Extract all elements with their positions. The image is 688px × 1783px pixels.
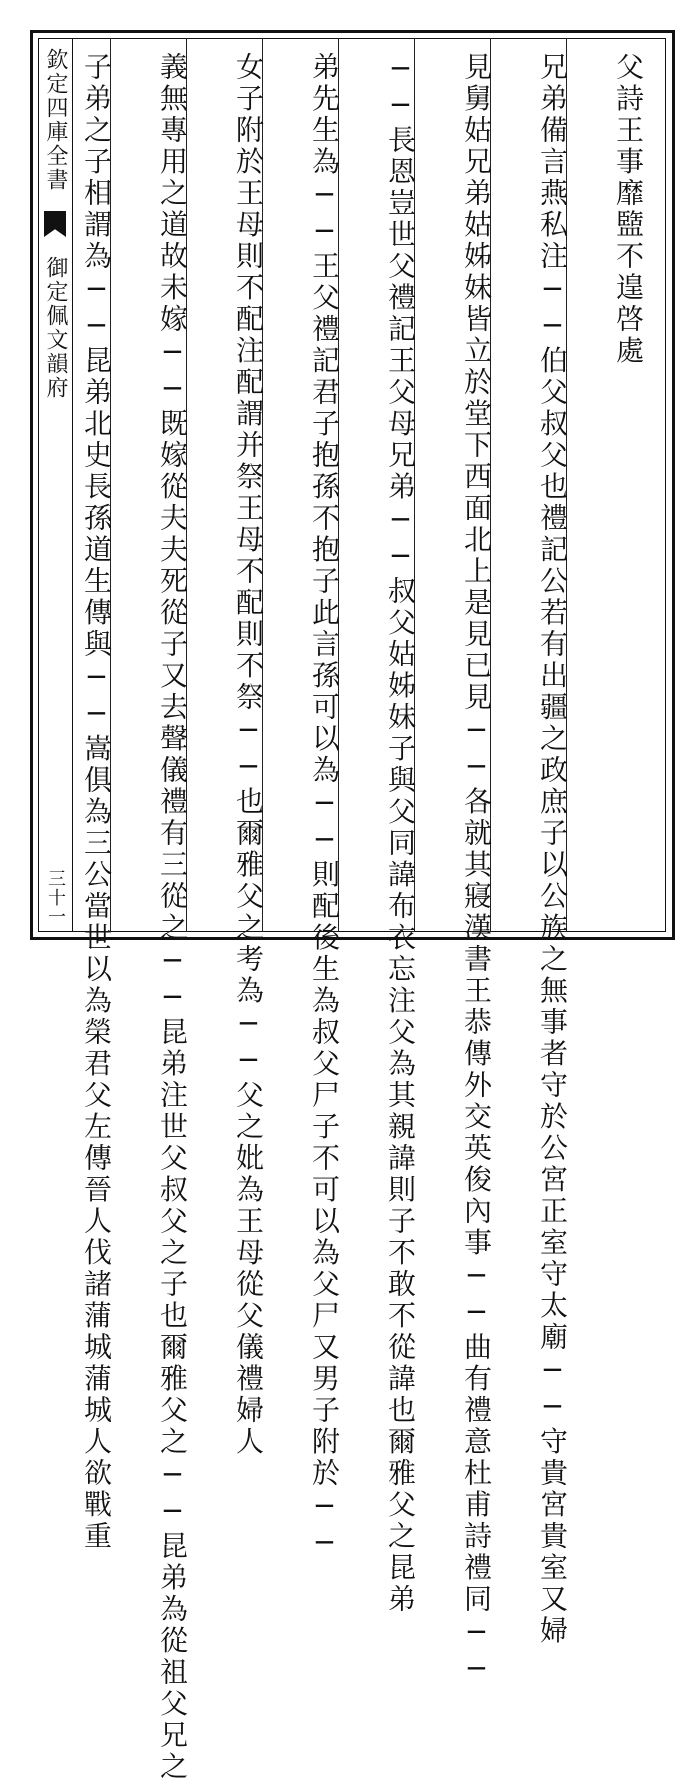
collection-title: 欽定四庫全書 [43, 48, 68, 192]
margin-divider [72, 38, 73, 932]
text-column-3: 見舅姑兄弟姑姊妹皆立於堂下西面北上是見已見──各就其寢漢書王恭傳外交英俊內事──曲有禮意杜甫詩禮同── [460, 52, 493, 1689]
text-column-8: 子弟之子相謂為──昆弟北史長孫道生傳與──嵩俱為三公當世以為榮君父左傳晉人伐諸蒲城蒲城人欲戰重 [80, 52, 113, 1553]
text-column-1: 父詩王事靡盬不遑啓處 [612, 52, 645, 367]
margin-column [40, 48, 70, 928]
text-column-2: 兄弟備言燕私注──伯父叔父也禮記公若有出疆之政庶子以公族之無事者守於公宮正室守太廟──守貴宮貴室又婦 [536, 52, 569, 1647]
page-number: 三十一 [45, 869, 66, 926]
book-title: 御定佩文韻府 [43, 256, 68, 400]
text-column-7: 義無專用之道故未嫁──既嫁從夫夫死從子又去聲儀禮有三從之──昆弟注世父叔父之子也爾雅父之──昆弟為從祖父兄之 [156, 52, 189, 1783]
text-column-4: ──長恩豈世父禮記王父母兄弟──叔父姑姊妹子與父同諱布衣忘注父為其親諱則子不敢不從諱也爾雅父之昆弟 [384, 52, 417, 1616]
text-column-5: 弟先生為──王父禮記君子抱孫不抱子此言孫可以為──則配後生為叔父尸子不可以為父尸又男子附於── [308, 52, 341, 1563]
text-column-6: 女子附於王母則不配注配謂并祭王母不配則不祭──也爾雅父之考為──父之妣為王母從父儀禮婦人 [232, 52, 265, 1458]
fishtail-mark-icon [44, 211, 66, 237]
